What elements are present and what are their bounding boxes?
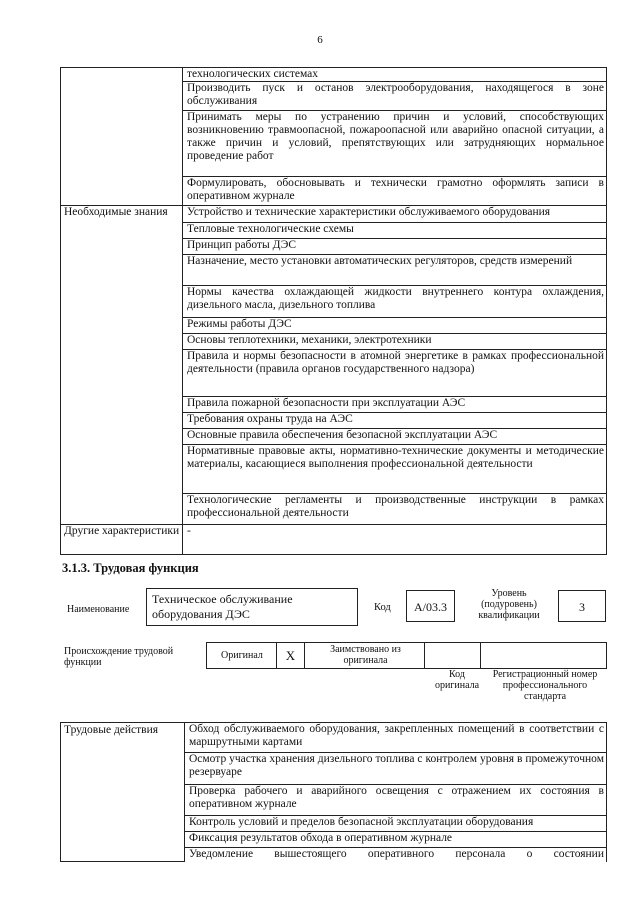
borrowed-label: Заимствовано из оригинала (305, 643, 425, 669)
row-label-other: Другие характеристики (61, 525, 183, 555)
name-label: Наименование (67, 604, 130, 615)
row-label-empty (61, 68, 183, 206)
code-value: А/03.3 (414, 600, 447, 614)
table-cell: Требования охраны труда на АЭС (183, 413, 607, 429)
origin-table (206, 642, 607, 669)
knowledge-table (60, 67, 607, 555)
reg-caption: Регистрационный номер профессионального стандарта (492, 669, 598, 702)
table-cell: Принцип работы ДЭС (183, 239, 607, 255)
table-cell: Тепловые технологические схемы (183, 223, 607, 239)
table-cell: Основные правила обеспечения безопасной эксплуатации АЭС (183, 429, 607, 445)
table-cell: Основы теплотехники, механики, электротехники (183, 334, 607, 350)
row-label-actions: Трудовые действия (61, 723, 185, 862)
code-label: Код (374, 602, 391, 613)
table-cell: Назначение, место установки автоматических регуляторов, средств измерений (183, 255, 607, 286)
table-cell: Технологические регламенты и производственные инструкции в рамках профессиональной деятельности (183, 494, 607, 525)
origin-label: Происхождение трудовой функции (64, 646, 174, 668)
name-value: Техническое обслуживание оборудования ДЭС (152, 592, 293, 621)
code-caption: Код оригинала (434, 669, 480, 691)
table-cell: Правила и нормы безопасности в атомной энергетике в рамках профессиональной деятельности (правила органов государственного надзора) (183, 350, 607, 397)
table-cell: Принимать меры по устранению причин и условий, способствующих возникновению травмоопасной, пожароопасной или аварийно опасной ситуации, а также причин и условий, препятствующих или затрудняющих нормальное проведение работ (183, 111, 607, 177)
table-cell: Осмотр участка хранения дизельного топлива с контролем уровня в промежуточном резервуаре (185, 753, 607, 785)
table-cell: Контроль условий и пределов безопасной эксплуатации оборудования (185, 816, 607, 832)
original-label: Оригинал (207, 643, 277, 669)
level-label: Уровень (подуровень) квалификации (478, 588, 540, 621)
table-cell: Правила пожарной безопасности при эксплуатации АЭС (183, 397, 607, 413)
table-cell: технологических системах (183, 68, 607, 82)
table-cell: - (183, 525, 607, 555)
name-value-box (146, 588, 358, 626)
original-code-cell (425, 643, 481, 669)
code-value-box (406, 590, 455, 622)
section-title: 3.1.3. Трудовая функция (62, 561, 199, 575)
page-number: 6 (317, 34, 323, 46)
original-mark: X (277, 643, 305, 669)
row-label-knowledge: Необходимые знания (61, 206, 183, 525)
level-value: 3 (579, 600, 585, 614)
table-cell: Устройство и технические характеристики обслуживаемого оборудования (183, 206, 607, 223)
actions-table (60, 722, 607, 862)
table-cell: Проверка рабочего и аварийного освещения с отражением их состояния в оперативном журнале (185, 785, 607, 816)
table-cell: Режимы работы ДЭС (183, 318, 607, 334)
table-cell: Обход обслуживаемого оборудования, закрепленных помещений в соответствии с маршрутными картами (185, 723, 607, 753)
table-cell: Фиксация результатов обхода в оперативном журнале (185, 832, 607, 848)
table-cell: Уведомление вышестоящего оперативного персонала о состоянии (185, 848, 607, 862)
table-cell: Нормы качества охлаждающей жидкости внутреннего контура охлаждения, дизельного масла, дизельного топлива (183, 286, 607, 318)
level-value-box (558, 590, 606, 622)
table-cell: Производить пуск и останов электрооборудования, находящегося в зоне обслуживания (183, 82, 607, 111)
reg-number-cell (481, 643, 607, 669)
table-cell: Нормативные правовые акты, нормативно-технические документы и методические материалы, касающиеся выполнения профессиональной деятельности (183, 445, 607, 494)
table-cell: Формулировать, обосновывать и технически грамотно оформлять записи в оперативном журнале (183, 177, 607, 206)
